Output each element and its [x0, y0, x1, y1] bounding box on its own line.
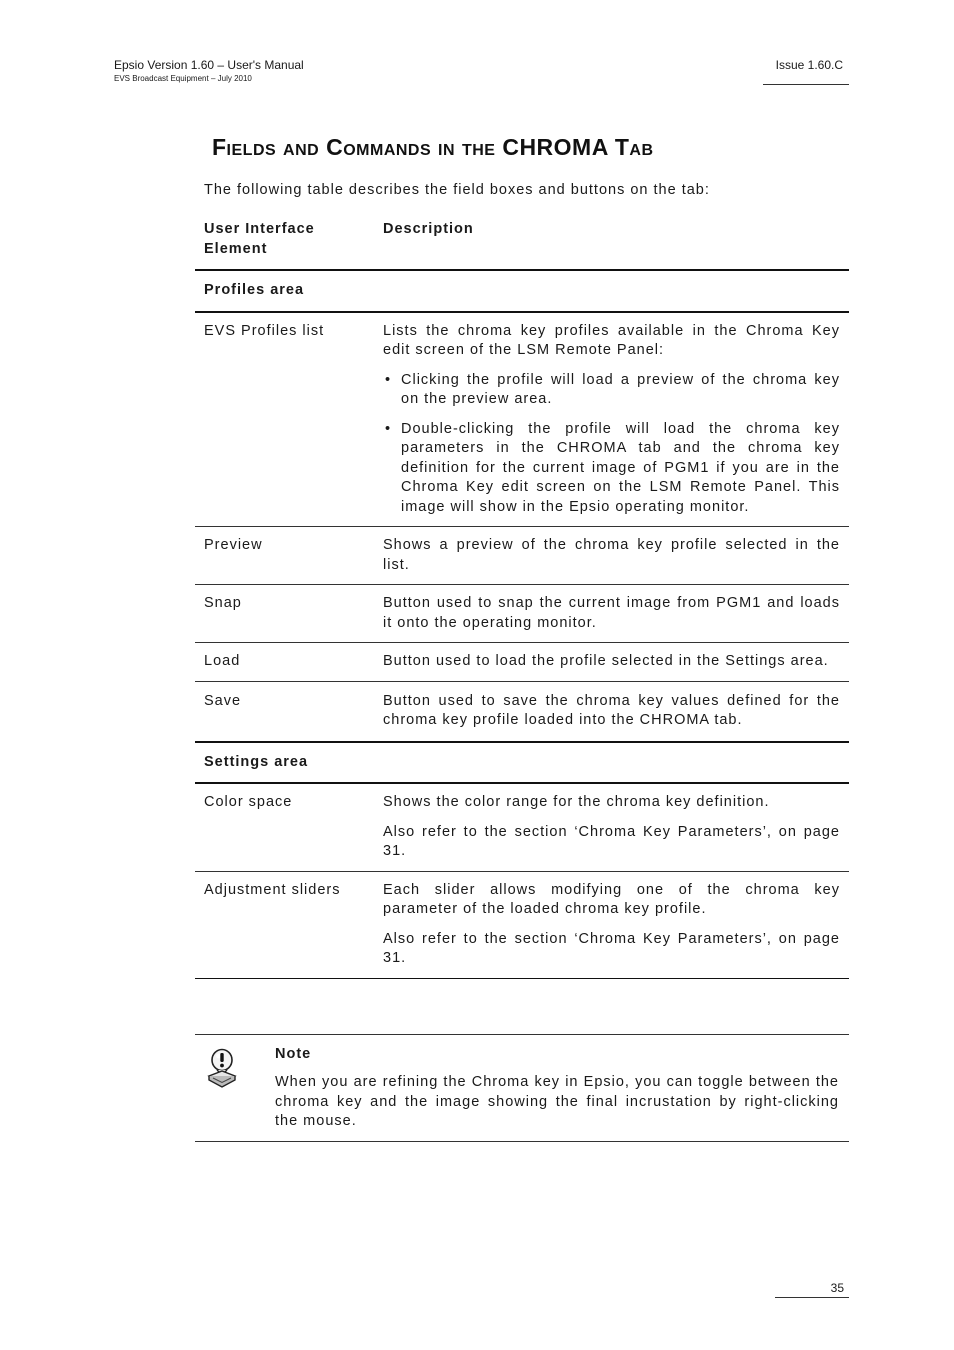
table-row — [195, 783, 849, 871]
table-row — [195, 312, 849, 527]
desc-evs-profiles — [374, 312, 849, 527]
profiles-area-row — [195, 270, 849, 312]
table-header-row — [195, 214, 849, 270]
section-title: Fields and Commands in the CHROMA Tab — [212, 134, 654, 160]
col2-header: Description — [374, 214, 849, 270]
desc-load: Button used to load the profile selected in the Settings area. — [374, 643, 849, 682]
table-row — [195, 871, 849, 978]
bullet-list — [383, 371, 840, 518]
bullet-item: • Double-clicking the profile will load the chroma key parameters in the CHROMA tab and the chroma key definition for the current image of PGM1 if you are in the Chroma Key edit screen on the LSM Remote Panel. This image will show in the Epsio operating monitor. — [383, 420, 840, 518]
element-load: Load — [195, 643, 374, 682]
header-rule — [763, 84, 849, 85]
col1-header: User Interface Element — [195, 214, 374, 270]
manual-subtitle: EVS Broadcast Equipment – July 2010 — [114, 74, 252, 83]
desc-text: Shows the color range for the chroma key definition. — [383, 794, 770, 810]
desc-color-space — [374, 783, 849, 871]
note-icon — [205, 1047, 239, 1089]
desc-snap: Button used to snap the current image from PGM1 and loads it onto the operating monitor. — [374, 585, 849, 643]
note-title: Note — [275, 1046, 312, 1062]
table-row — [195, 681, 849, 742]
intro-text: The following table describes the field boxes and buttons on the tab: — [204, 182, 710, 198]
table-row — [195, 585, 849, 643]
desc-adjustment-sliders — [374, 871, 849, 978]
desc-text: Also refer to the section ‘Chroma Key Parameters’, on page 31. — [383, 930, 840, 966]
table-row — [195, 527, 849, 585]
footer-rule — [775, 1297, 849, 1298]
element-save: Save — [195, 681, 374, 742]
table-row — [195, 643, 849, 682]
desc-text: Also refer to the section ‘Chroma Key Parameters’, on page 31. — [383, 823, 840, 859]
desc-text: Each slider allows modifying one of the chroma key parameter of the loaded chroma key profile. — [383, 881, 840, 917]
settings-area-row — [195, 742, 849, 784]
settings-area-label: Settings area — [195, 742, 849, 784]
desc-preview: Shows a preview of the chroma key profile selected in the list. — [374, 527, 849, 585]
element-snap: Snap — [195, 585, 374, 643]
element-evs-profiles: EVS Profiles list — [195, 312, 374, 527]
bullet-item: • Clicking the profile will load a preview of the chroma key on the preview area. — [383, 371, 840, 410]
issue-label: Issue 1.60.C — [775, 58, 843, 72]
profiles-area-label: Profiles area — [195, 270, 849, 312]
element-preview: Preview — [195, 527, 374, 585]
element-adjustment-sliders: Adjustment sliders — [195, 871, 374, 978]
desc-save: Button used to save the chroma key values defined for the chroma key profile loaded into the CHROMA tab. — [374, 681, 849, 742]
desc-text: Lists the chroma key profiles available in the Chroma Key edit screen of the LSM Remote Panel: — [383, 322, 840, 358]
note-box — [195, 1034, 849, 1142]
commands-table — [195, 214, 849, 979]
element-color-space: Color space — [195, 783, 374, 871]
page-header — [114, 58, 304, 83]
note-text: When you are refining the Chroma key in Epsio, you can toggle between the chroma key and the image showing the final incrustation by right-clicking the mouse. — [275, 1074, 839, 1129]
page-number: 35 — [830, 1281, 844, 1295]
manual-title: Epsio Version 1.60 – User's Manual — [114, 58, 304, 72]
